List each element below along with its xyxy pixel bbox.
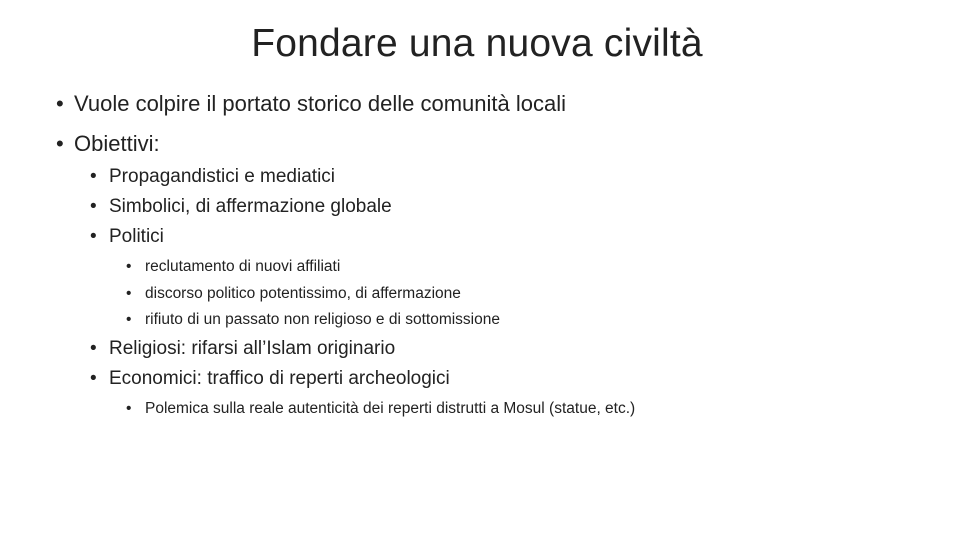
bullet-item bbox=[126, 257, 340, 277]
bullet-text: Economici: traffico di reperti archeologici bbox=[109, 368, 450, 389]
bullet-dot-icon: • bbox=[126, 400, 132, 417]
bullet-text: Obiettivi: bbox=[74, 131, 160, 156]
bullet-dot-icon: • bbox=[90, 226, 97, 247]
bullet-dot-icon: • bbox=[90, 166, 97, 187]
bullet-dot-icon: • bbox=[126, 258, 132, 275]
bullet-item bbox=[90, 195, 392, 219]
bullet-text: Propagandistici e mediatici bbox=[109, 166, 336, 187]
bullet-dot-icon: • bbox=[126, 285, 132, 302]
bullet-dot-icon: • bbox=[126, 311, 132, 328]
bullet-dot-icon: • bbox=[90, 338, 97, 359]
bullet-text: discorso politico potentissimo, di affermazione bbox=[145, 285, 461, 302]
bullet-item bbox=[56, 130, 160, 158]
bullet-text: Simbolici, di affermazione globale bbox=[109, 196, 392, 217]
bullet-item bbox=[90, 367, 450, 391]
bullet-dot-icon: • bbox=[56, 91, 64, 116]
bullet-item bbox=[90, 225, 164, 249]
bullet-text: rifiuto di un passato non religioso e di sottomissione bbox=[145, 311, 500, 328]
bullet-text: Religiosi: rifarsi all’Islam originario bbox=[109, 338, 396, 359]
bullet-item bbox=[126, 284, 461, 304]
bullet-item bbox=[90, 337, 395, 361]
bullet-item bbox=[90, 165, 335, 189]
bullet-dot-icon: • bbox=[90, 196, 97, 217]
slide-title: Fondare una nuova civiltà bbox=[251, 22, 703, 65]
bullet-text: Vuole colpire il portato storico delle comunità locali bbox=[74, 91, 566, 116]
bullet-dot-icon: • bbox=[56, 131, 64, 156]
bullet-item bbox=[126, 310, 500, 330]
bullet-text: Polemica sulla reale autenticità dei reperti distrutti a Mosul (statue, etc.) bbox=[145, 400, 636, 417]
bullet-item bbox=[56, 90, 566, 118]
bullet-item bbox=[126, 399, 635, 419]
bullet-text: Politici bbox=[109, 226, 164, 247]
bullet-text: reclutamento di nuovi affiliati bbox=[145, 258, 341, 275]
bullet-dot-icon: • bbox=[90, 368, 97, 389]
